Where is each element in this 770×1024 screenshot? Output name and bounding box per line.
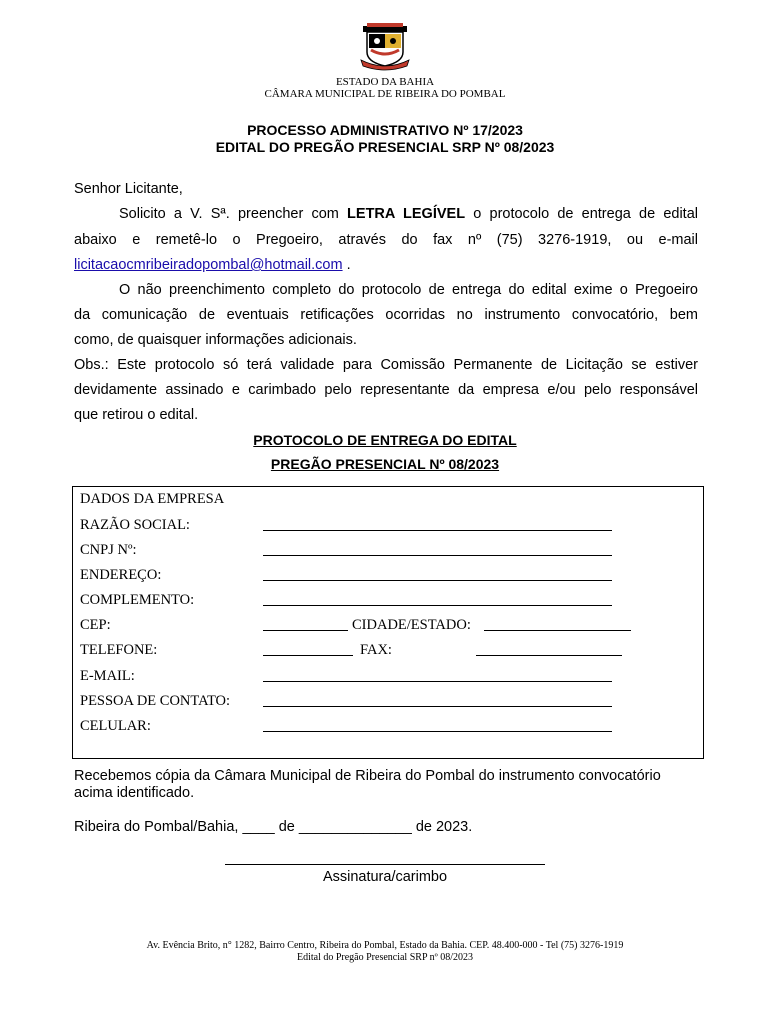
label-cep: CEP: (80, 617, 111, 633)
label-contato: PESSOA DE CONTATO: (80, 693, 231, 709)
label-razao-social: RAZÃO SOCIAL: (80, 517, 190, 533)
chamber-name: CÂMARA MUNICIPAL DE RIBEIRA DO POMBAL (264, 88, 506, 100)
field-cep[interactable] (263, 630, 348, 631)
label-endereco: ENDEREÇO: (80, 567, 162, 583)
date-line: Ribeira do Pombal/Bahia, ____ de ______________ de 2023. (74, 819, 473, 835)
receipt-line-2: acima identificado. (74, 785, 195, 801)
coat-of-arms-icon (359, 22, 411, 72)
paragraph-1-line-2: abaixo e remetê-lo o Pregoeiro, através do fax nº (75) 3276-1919, ou e-mail (74, 232, 698, 248)
p1-end: . (342, 257, 351, 273)
label-email: E-MAIL: (80, 668, 135, 684)
email-link[interactable]: licitacaocmribeiradopombal@hotmail.com (74, 257, 343, 273)
paragraph-2-line-2: da comunicação de eventuais retificações ocorridas no instrumento convocatório, bem (74, 307, 698, 323)
paragraph-1-line-1 (119, 202, 698, 227)
field-cidade-estado[interactable] (484, 630, 631, 631)
p1-pre: Solicito a V. Sª. preencher com (119, 206, 348, 222)
state-name: ESTADO DA BAHIA (335, 76, 435, 88)
obs-line-3: que retirou o edital. (74, 407, 199, 423)
protocol-subtitle-text: PREGÃO PRESENCIAL Nº 08/2023 (270, 456, 500, 472)
label-cidade-estado: CIDADE/ESTADO: (352, 617, 471, 633)
field-endereco[interactable] (263, 580, 612, 581)
field-cnpj[interactable] (263, 555, 612, 556)
p1-post: o protocolo de entrega de edital (465, 206, 698, 222)
label-complemento: COMPLEMENTO: (80, 592, 195, 608)
field-complemento[interactable] (263, 605, 612, 606)
field-telefone[interactable] (263, 655, 353, 656)
field-celular[interactable] (263, 731, 612, 732)
p1-bold: LETRA LEGÍVEL (347, 206, 466, 222)
signature-line[interactable] (225, 864, 545, 865)
field-email[interactable] (263, 681, 612, 682)
field-contato[interactable] (263, 706, 612, 707)
protocol-subtitle (0, 456, 770, 472)
field-razao-social[interactable] (263, 530, 612, 531)
paragraph-1-line-3 (74, 253, 698, 278)
process-title: PROCESSO ADMINISTRATIVO Nº 17/2023 (247, 122, 523, 138)
greeting: Senhor Licitante, (74, 181, 183, 197)
protocol-title-text: PROTOCOLO DE ENTREGA DO EDITAL (253, 432, 517, 448)
label-fax: FAX: (360, 642, 392, 658)
signature-label: Assinatura/carimbo (322, 869, 448, 885)
obs-line-2: devidamente assinado e carimbado pelo representante da empresa e/ou pelo responsável (74, 382, 698, 398)
label-telefone: TELEFONE: (80, 642, 158, 658)
receipt-line-1: Recebemos cópia da Câmara Municipal de Ribeira do Pombal do instrumento convocatório (74, 768, 661, 784)
form-heading: DADOS DA EMPRESA (80, 491, 225, 507)
protocol-title (0, 432, 770, 448)
field-fax[interactable] (476, 655, 622, 656)
label-cnpj: CNPJ Nº: (80, 542, 137, 558)
paragraph-2-line-3: como, de quaisquer informações adicionais. (74, 332, 357, 348)
label-celular: CELULAR: (80, 718, 151, 734)
paragraph-2-line-1: O não preenchimento completo do protocolo de entrega do edital exime o Pregoeiro (119, 282, 698, 298)
footer-reference: Edital do Pregão Presencial SRP nº 08/2023 (296, 952, 474, 963)
footer-address: Av. Evência Brito, n° 1282, Bairro Centro, Ribeira do Pombal, Estado da Bahia. CEP. 48.400-000 - Tel (75) 3276-1919 (146, 940, 624, 951)
obs-line-1: Obs.: Este protocolo só terá validade para Comissão Permanente de Licitação se estiver (74, 357, 698, 373)
edital-title: EDITAL DO PREGÃO PRESENCIAL SRP Nº 08/2023 (215, 139, 555, 155)
